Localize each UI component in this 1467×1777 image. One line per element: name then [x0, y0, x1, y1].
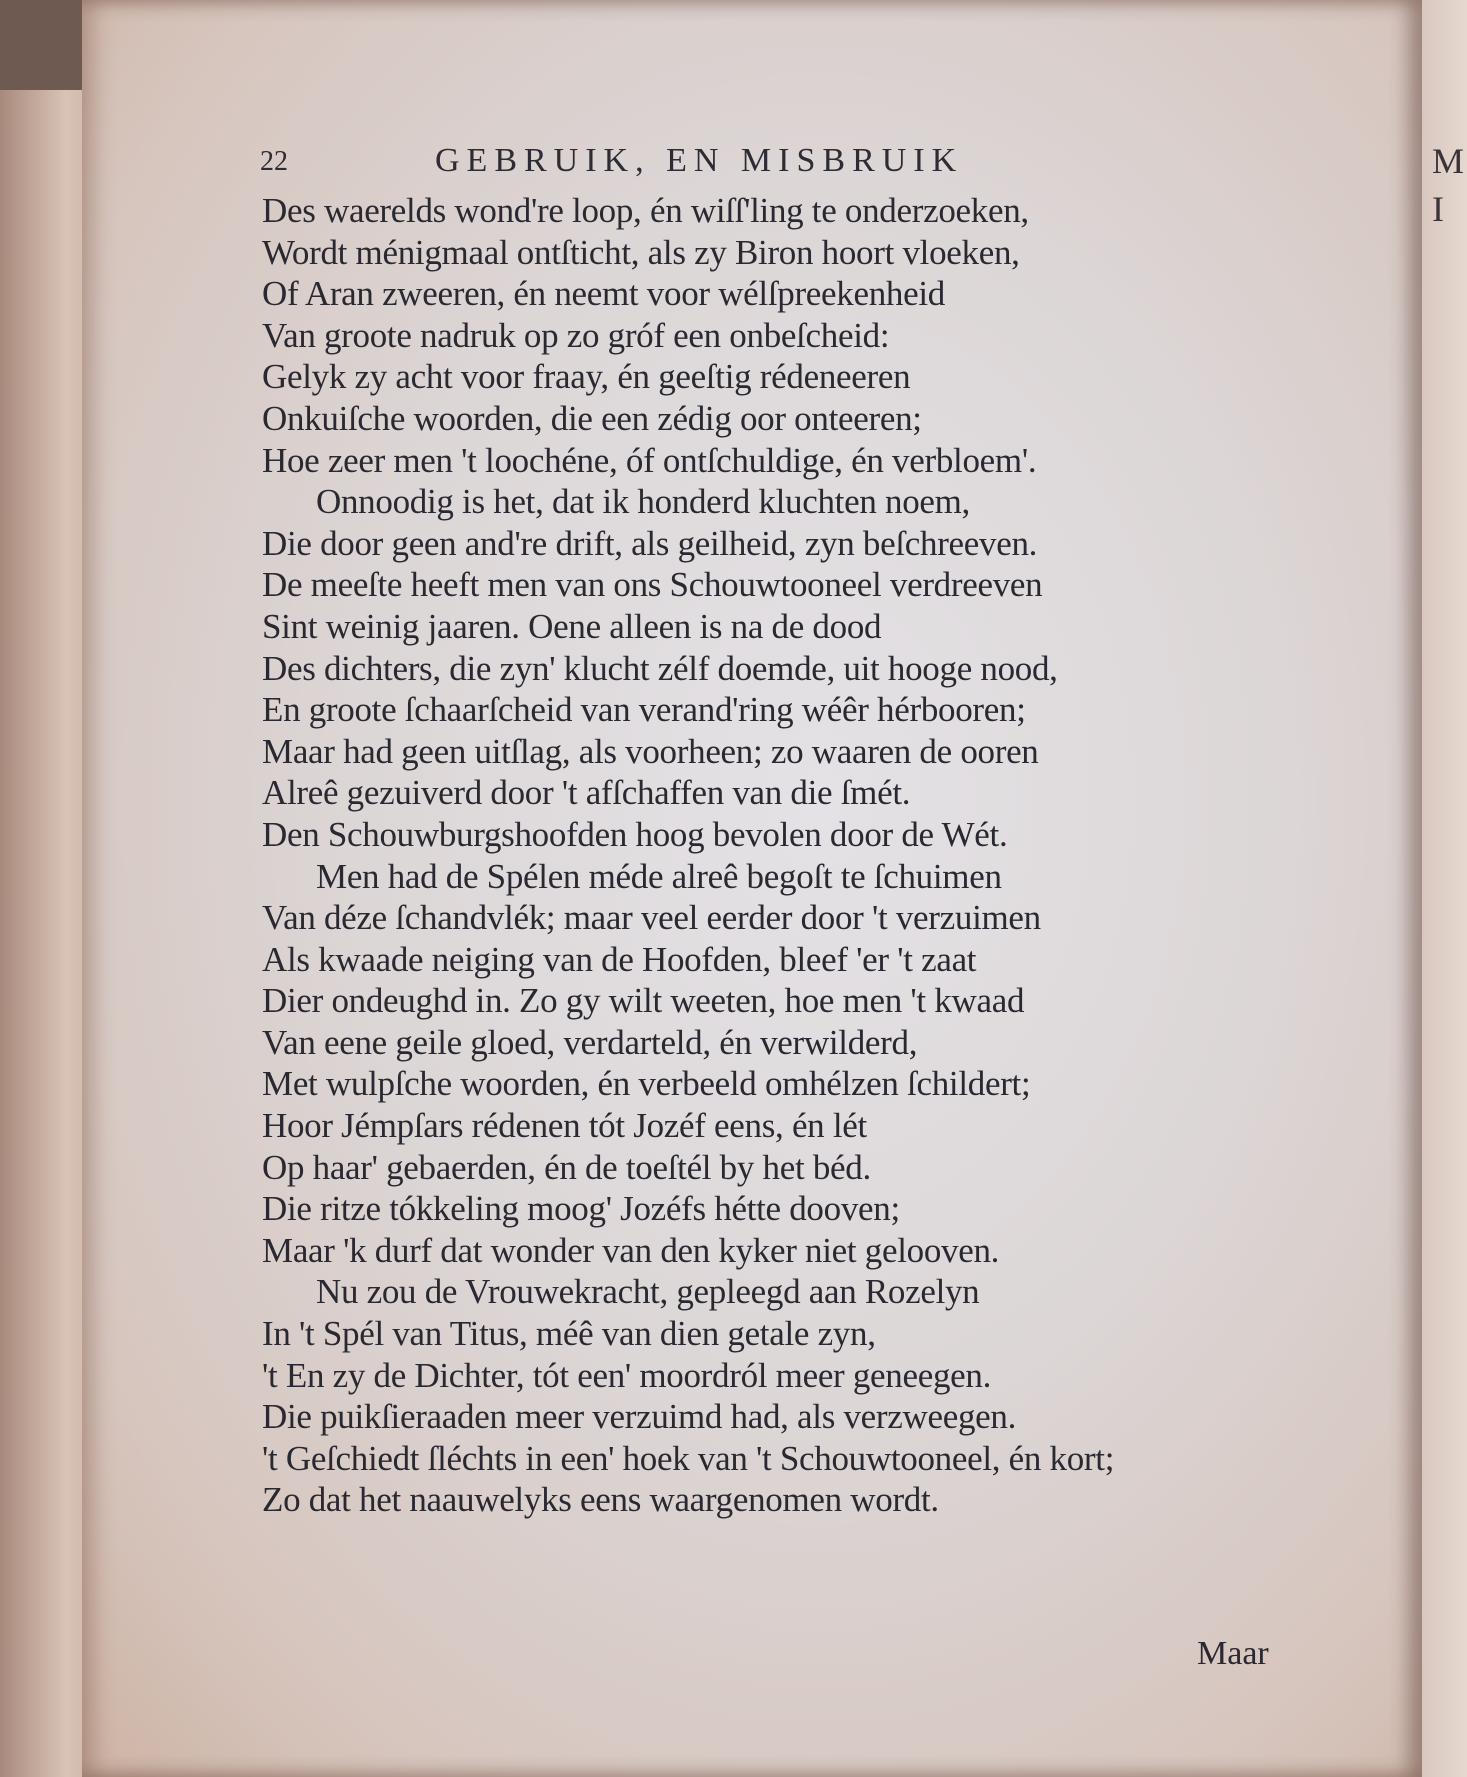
verse-text [262, 190, 1262, 1521]
verse-line: Des waerelds wond're loop, én wiſſ'ling te onderzoeken, [262, 191, 1029, 230]
verse-line: Gelyk zy acht voor fraay, én geeſtig rédeneeren [262, 357, 911, 397]
verse-line: Op haar' gebaerden, én de toeſtél by het béd. [262, 1147, 871, 1187]
verse-line: Als kwaade neiging van de Hoofden, bleef 'er 't zaat [262, 939, 977, 979]
verse-line: Onnoodig is het, dat ik honderd kluchten noem, [316, 482, 971, 522]
verse-line: Met wulpſche woorden, én verbeeld omhélzen ſchildert; [262, 1064, 1031, 1104]
verse-line: Hoor Jémpſars rédenen tót Jozéf eens, én lét [262, 1106, 867, 1146]
verse-line: Van groote nadruk op zo gróf een onbeſcheid: [262, 315, 890, 355]
verse-line: Hoe zeer men 't loochéne, óf ontſchuldige, én verbloem'. [262, 440, 1037, 480]
verse-line: Of Aran zweeren, én neemt voor wélſpreekenheid [262, 274, 945, 314]
verse-line: Die puikſieraaden meer verzuimd had, als verzweegen. [262, 1397, 1017, 1437]
verse-line: 't En zy de Dichter, tót een' moordról meer geneegen. [262, 1355, 992, 1395]
verse-line: Sint weinig jaaren. Oene alleen is na de dood [262, 606, 882, 646]
verse-line: Onkuiſche woorden, die een zédig oor onteeren; [262, 398, 922, 438]
catchword: Maar [1197, 1635, 1269, 1672]
verse-line: Maar had geen uitſlag, als voorheen; zo waaren de ooren [262, 731, 1039, 771]
verse-line: In 't Spél van Titus, méê van dien getale zyn, [262, 1314, 876, 1354]
running-head: GEBRUIK, EN MISBRUIK [435, 142, 964, 179]
verse-line: Van déze ſchandvlék; maar veel eerder door 't verzuimen [262, 898, 1041, 938]
verse-line: Die ritze tókkeling moog' Jozéfs hétte dooven; [262, 1189, 900, 1229]
facing-page-fragment: M [1432, 141, 1465, 181]
verse-line: Zo dat het naauwelyks eens waargenomen wordt. [262, 1480, 939, 1520]
verse-line: Wordt ménigmaal ontſticht, als zy Biron hoort vloeken, [262, 232, 1020, 272]
verse-line: En groote ſchaarſcheid van verand'ring wéêr hérbooren; [262, 690, 1026, 730]
verse-line: Dier ondeughd in. Zo gy wilt weeten, hoe men 't kwaad [262, 981, 1025, 1021]
verse-line: Den Schouwburgshoofden hoog bevolen door de Wét. [262, 814, 1008, 854]
page-number: 22 [260, 146, 288, 177]
verse-line: De meeſte heeft men van ons Schouwtooneel verdreeven [262, 565, 1043, 605]
book-page [82, 0, 1422, 1777]
verse-line: Alreê gezuiverd door 't afſchaffen van die ſmét. [262, 773, 911, 813]
verse-line: Men had de Spélen méde alreê begoſt te ſchuimen [316, 856, 1002, 896]
facing-page-fragment: I [1432, 189, 1444, 229]
verse-line: Van eene geile gloed, verdarteld, én verwilderd, [262, 1022, 918, 1062]
verse-line: Des dichters, die zyn' klucht zélf doemde, uit hooge nood, [262, 648, 1058, 688]
verse-line: 't Geſchiedt ſléchts in een' hoek van 't Schouwtooneel, én kort; [262, 1438, 1115, 1478]
verse-line: Nu zou de Vrouwekracht, gepleegd aan Rozelyn [316, 1272, 980, 1312]
verse-line: Die door geen and're drift, als geilheid, zyn beſchreeven. [262, 523, 1038, 563]
verse-line: Maar 'k durf dat wonder van den kyker niet gelooven. [262, 1230, 1000, 1270]
